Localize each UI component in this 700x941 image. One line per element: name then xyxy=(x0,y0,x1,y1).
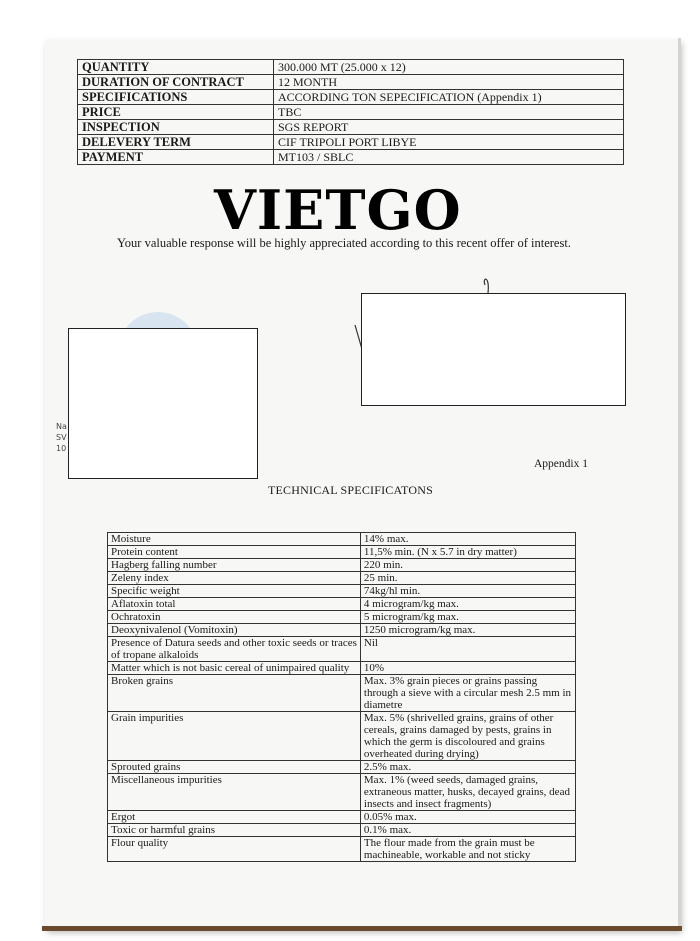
company-logo: VIETGO xyxy=(214,178,462,242)
page-edge xyxy=(678,38,681,930)
spec-parameter: Ergot xyxy=(108,811,361,824)
summary-value: ACCORDING TON SEPECIFICATION (Appendix 1) xyxy=(274,90,624,105)
margin-text-fragment xyxy=(56,421,67,454)
spec-value: 2.5% max. xyxy=(360,761,575,774)
spec-row xyxy=(108,546,576,559)
spec-parameter: Specific weight xyxy=(108,585,361,598)
spec-row xyxy=(108,712,576,761)
spec-row xyxy=(108,761,576,774)
spec-parameter: Moisture xyxy=(108,533,361,546)
spec-row xyxy=(108,572,576,585)
spec-value: 14% max. xyxy=(360,533,575,546)
spec-value: Max. 5% (shrivelled grains, grains of other cereals, grains damaged by pests, grains in which the germ is discoloured and grains overheated during drying) xyxy=(360,712,575,761)
spec-value: 0.1% max. xyxy=(360,824,575,837)
spec-row xyxy=(108,637,576,662)
margin-frag-line: Na xyxy=(56,422,67,431)
summary-label: SPECIFICATIONS xyxy=(78,90,274,105)
spec-parameter: Miscellaneous impurities xyxy=(108,774,361,811)
spec-parameter: Toxic or harmful grains xyxy=(108,824,361,837)
redaction-box-left xyxy=(68,328,258,479)
page-shadow-edge xyxy=(42,926,682,931)
redaction-box-right xyxy=(361,293,626,406)
spec-row xyxy=(108,533,576,546)
spec-parameter: Ochratoxin xyxy=(108,611,361,624)
spec-row xyxy=(108,611,576,624)
spec-parameter: Sprouted grains xyxy=(108,761,361,774)
spec-value: 4 microgram/kg max. xyxy=(360,598,575,611)
spec-parameter: Grain impurities xyxy=(108,712,361,761)
summary-row xyxy=(78,150,624,165)
summary-value: TBC xyxy=(274,105,624,120)
offer-summary-table xyxy=(77,59,624,165)
summary-label: DURATION OF CONTRACT xyxy=(78,75,274,90)
summary-label: PAYMENT xyxy=(78,150,274,165)
spec-parameter: Deoxynivalenol (Vomitoxin) xyxy=(108,624,361,637)
summary-row xyxy=(78,120,624,135)
spec-row xyxy=(108,585,576,598)
spec-row xyxy=(108,624,576,637)
spec-row xyxy=(108,675,576,712)
spec-parameter: Zeleny index xyxy=(108,572,361,585)
spec-value: Max. 1% (weed seeds, damaged grains, extraneous matter, husks, decayed grains, dead insects and insect fragments) xyxy=(360,774,575,811)
spec-value: Nil xyxy=(360,637,575,662)
technical-specs-title: TECHNICAL SPECIFICATONS xyxy=(268,483,433,497)
summary-row xyxy=(78,60,624,75)
spec-parameter: Hagberg falling number xyxy=(108,559,361,572)
summary-label: DELEVERY TERM xyxy=(78,135,274,150)
spec-row xyxy=(108,824,576,837)
spec-value: 220 min. xyxy=(360,559,575,572)
spec-value: 1250 microgram/kg max. xyxy=(360,624,575,637)
summary-row xyxy=(78,105,624,120)
spec-row xyxy=(108,559,576,572)
appendix-label: Appendix 1 xyxy=(534,458,588,470)
summary-row xyxy=(78,75,624,90)
summary-value: 300.000 MT (25.000 x 12) xyxy=(274,60,624,75)
spec-value: The flour made from the grain must be machineable, workable and not sticky xyxy=(360,837,575,862)
spec-parameter: Matter which is not basic cereal of unimpaired quality xyxy=(108,662,361,675)
spec-row xyxy=(108,774,576,811)
spec-row xyxy=(108,837,576,862)
summary-label: INSPECTION xyxy=(78,120,274,135)
summary-row xyxy=(78,135,624,150)
spec-value: 74kg/hl min. xyxy=(360,585,575,598)
summary-value: 12 MONTH xyxy=(274,75,624,90)
summary-label: PRICE xyxy=(78,105,274,120)
spec-value: Max. 3% grain pieces or grains passing through a sieve with a circular mesh 2.5 mm in diametre xyxy=(360,675,575,712)
spec-value: 25 min. xyxy=(360,572,575,585)
summary-row xyxy=(78,90,624,105)
spec-value: 0.05% max. xyxy=(360,811,575,824)
technical-spec-table xyxy=(107,532,576,862)
spec-value: 5 microgram/kg max. xyxy=(360,611,575,624)
margin-frag-line: 10 xyxy=(56,444,67,453)
spec-parameter: Aflatoxin total xyxy=(108,598,361,611)
spec-parameter: Broken grains xyxy=(108,675,361,712)
spec-row xyxy=(108,811,576,824)
margin-frag-line: SV xyxy=(56,433,67,442)
spec-row xyxy=(108,598,576,611)
summary-label: QUANTITY xyxy=(78,60,274,75)
spec-value: 10% xyxy=(360,662,575,675)
spec-parameter: Presence of Datura seeds and other toxic seeds or traces of tropane alkaloids xyxy=(108,637,361,662)
summary-value: SGS REPORT xyxy=(274,120,624,135)
spec-parameter: Protein content xyxy=(108,546,361,559)
summary-value: CIF TRIPOLI PORT LIBYE xyxy=(274,135,624,150)
spec-row xyxy=(108,662,576,675)
response-note: Your valuable response will be highly appreciated according to this recent offer of interest. xyxy=(117,236,571,250)
spec-value: 11,5% min. (N x 5.7 in dry matter) xyxy=(360,546,575,559)
spec-parameter: Flour quality xyxy=(108,837,361,862)
summary-value: MT103 / SBLC xyxy=(274,150,624,165)
